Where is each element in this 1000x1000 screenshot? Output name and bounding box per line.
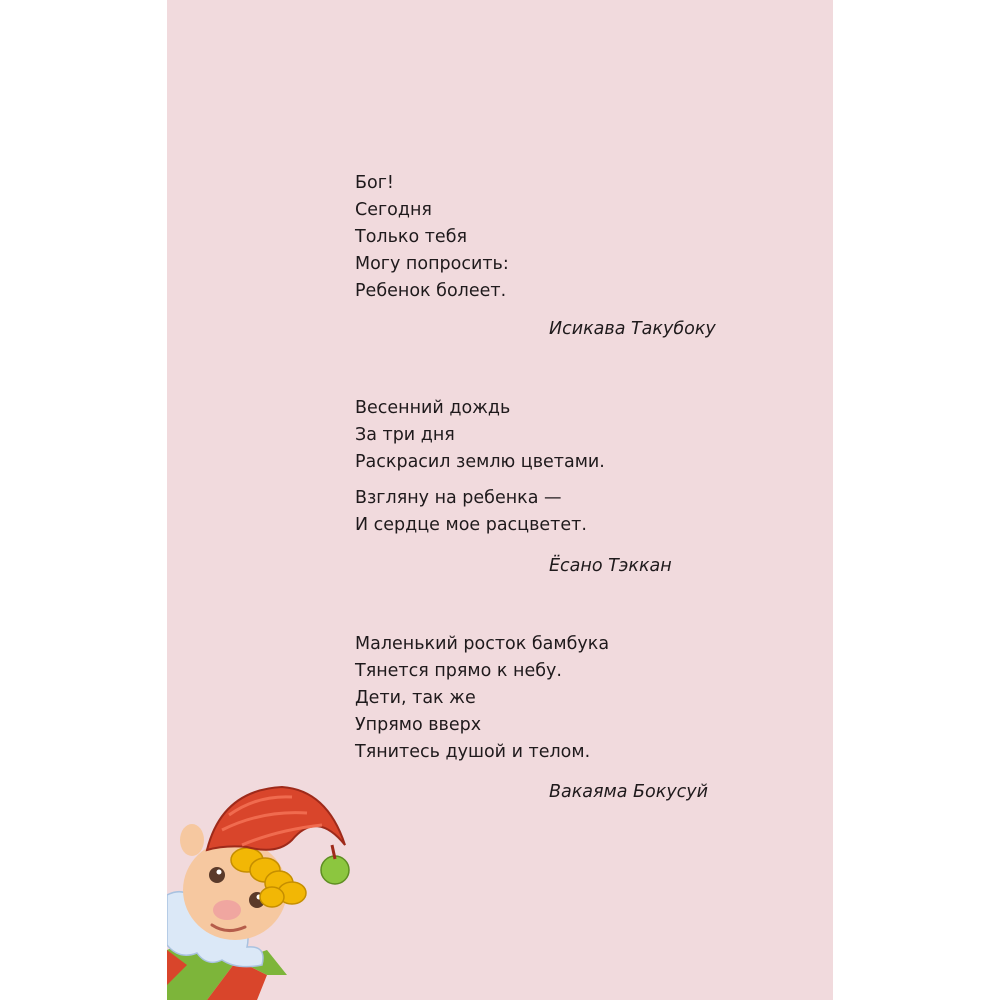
poem-3-author: Вакаяма Бокусуй [549, 782, 709, 802]
book-page [167, 0, 833, 1000]
poem-3-line-5: Тянитесь душой и телом. [355, 742, 591, 762]
poem-1-line-2: Сегодня [355, 200, 432, 220]
poem-2-line-2: За три дня [355, 425, 455, 445]
poem-3-line-2: Тянется прямо к небу. [355, 661, 562, 681]
poem-3-line-1: Маленький росток бамбука [355, 634, 610, 654]
poem-1 [355, 170, 509, 305]
poem-3-line-4: Упрямо вверх [355, 715, 482, 735]
poem-2-line-4: Взгляну на ребенка — [355, 488, 562, 508]
poem-1-line-5: Ребенок болеет. [355, 281, 507, 301]
clown-illustration-icon [167, 775, 367, 1000]
poem-2-line-5: И сердце мое расцветет. [355, 515, 587, 535]
poem-2 [355, 395, 605, 539]
poem-2-author: Ёсано Тэккан [549, 556, 672, 576]
poem-3-line-3: Дети, так же [355, 688, 476, 708]
poem-2-line-3: Раскрасил землю цветами. [355, 452, 605, 472]
poem-2-line-1: Весенний дождь [355, 398, 511, 418]
poem-1-line-4: Могу попросить: [355, 254, 509, 274]
poem-1-line-3: Только тебя [355, 227, 468, 247]
poem-3 [355, 631, 609, 766]
poem-1-line-1: Бог! [355, 173, 394, 193]
poem-1-author: Исикава Такубоку [549, 319, 716, 339]
